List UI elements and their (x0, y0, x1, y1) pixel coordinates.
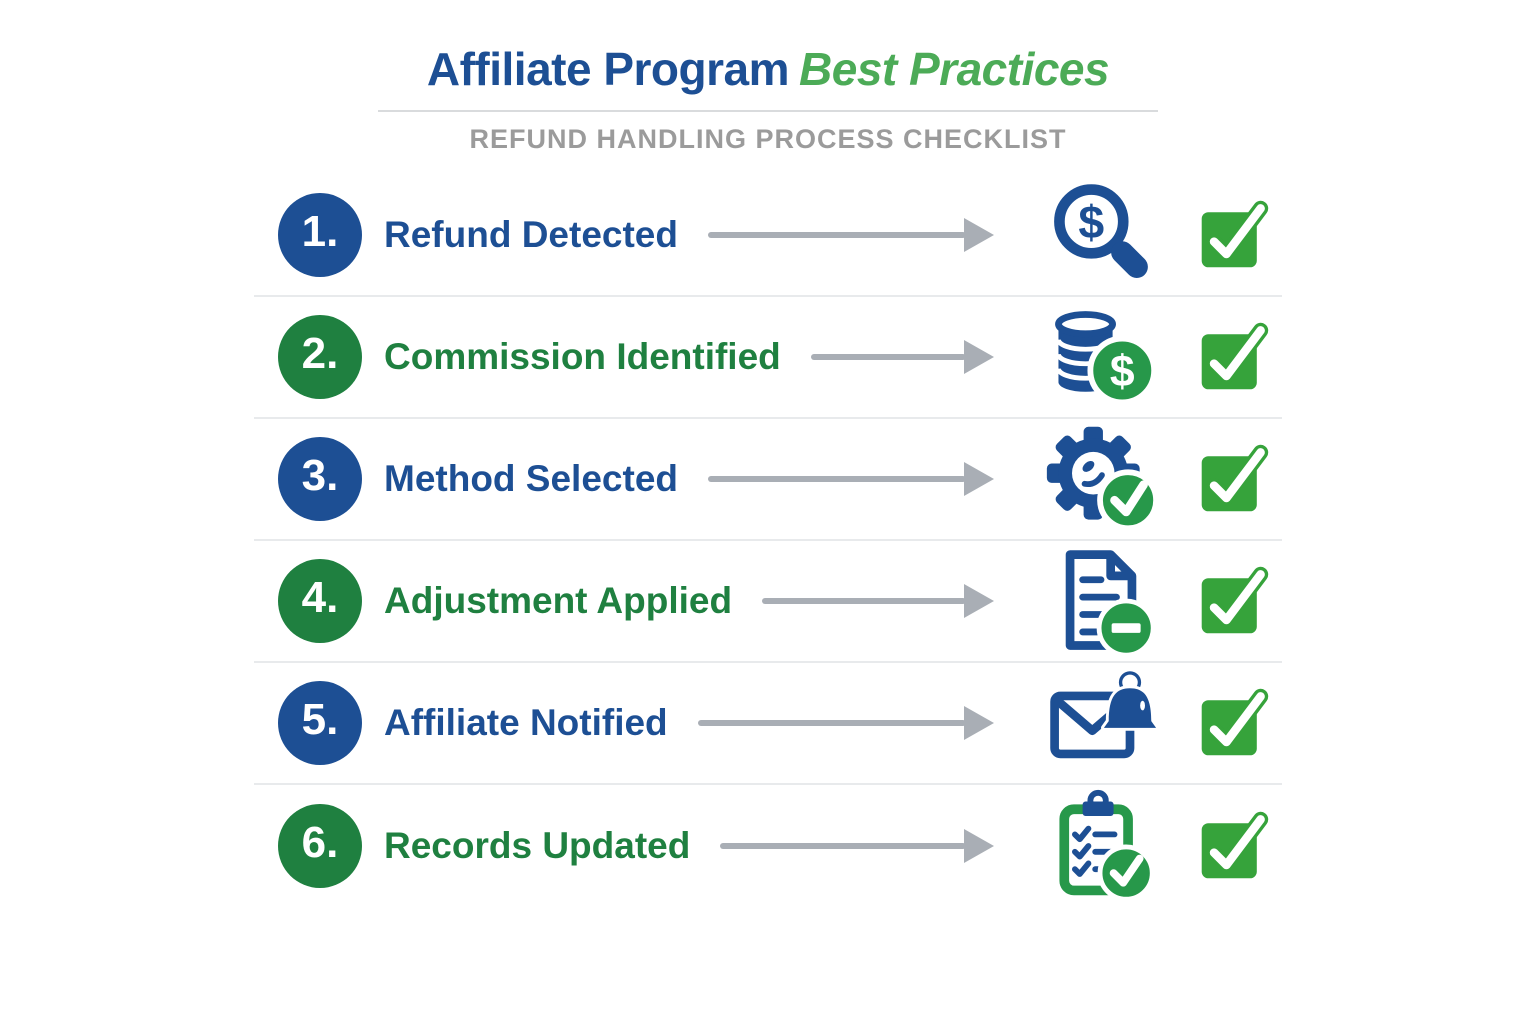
svg-text:$: $ (1109, 347, 1135, 396)
header (378, 0, 1158, 155)
step-label: Refund Detected (384, 214, 678, 255)
checked-checkbox-icon (1196, 808, 1272, 884)
step-row-affiliate-notified (254, 663, 1282, 785)
step-row-commission-identified (254, 297, 1282, 419)
svg-text:$: $ (1078, 195, 1105, 248)
mail-bell-icon (1043, 665, 1159, 781)
clipboard-check-icon (1043, 788, 1159, 904)
document-minus-icon (1043, 543, 1159, 659)
page-title-accent: Best Practices (799, 43, 1110, 95)
step-label: Records Updated (384, 825, 691, 866)
checklist (254, 175, 1282, 907)
arrow-right-icon (720, 829, 994, 863)
arrow-right-icon (698, 706, 994, 740)
step-label: Commission Identified (384, 336, 781, 377)
step-row-records-updated (254, 785, 1282, 907)
step-number-badge: 1. (278, 193, 362, 277)
gear-check-icon (1043, 421, 1159, 537)
step-number-badge: 4. (278, 559, 362, 643)
page-title-main: Affiliate Program (426, 43, 790, 95)
arrow-right-icon (762, 584, 994, 618)
step-number-badge: 3. (278, 437, 362, 521)
checked-checkbox-icon (1196, 197, 1272, 273)
step-number-badge: 2. (278, 315, 362, 399)
checked-checkbox-icon (1196, 441, 1272, 517)
checked-checkbox-icon (1196, 319, 1272, 395)
step-row-method-selected (254, 419, 1282, 541)
step-number-badge: 6. (278, 804, 362, 888)
checked-checkbox-icon (1196, 685, 1272, 761)
step-label: Adjustment Applied (384, 580, 733, 621)
step-label: Method Selected (384, 458, 678, 499)
search-dollar-icon (1043, 177, 1159, 293)
coins-dollar-icon (1043, 299, 1159, 415)
arrow-right-icon (708, 462, 994, 496)
page-subtitle: REFUND HANDLING PROCESS CHECKLIST (469, 124, 1067, 154)
step-label: Affiliate Notified (384, 702, 668, 743)
step-row-refund-detected (254, 175, 1282, 297)
arrow-right-icon (811, 340, 994, 374)
page-title (378, 42, 1158, 96)
step-row-adjustment-applied (254, 541, 1282, 663)
arrow-right-icon (708, 218, 994, 252)
checked-checkbox-icon (1196, 563, 1272, 639)
header-divider (378, 110, 1158, 112)
step-number-badge: 5. (278, 681, 362, 765)
